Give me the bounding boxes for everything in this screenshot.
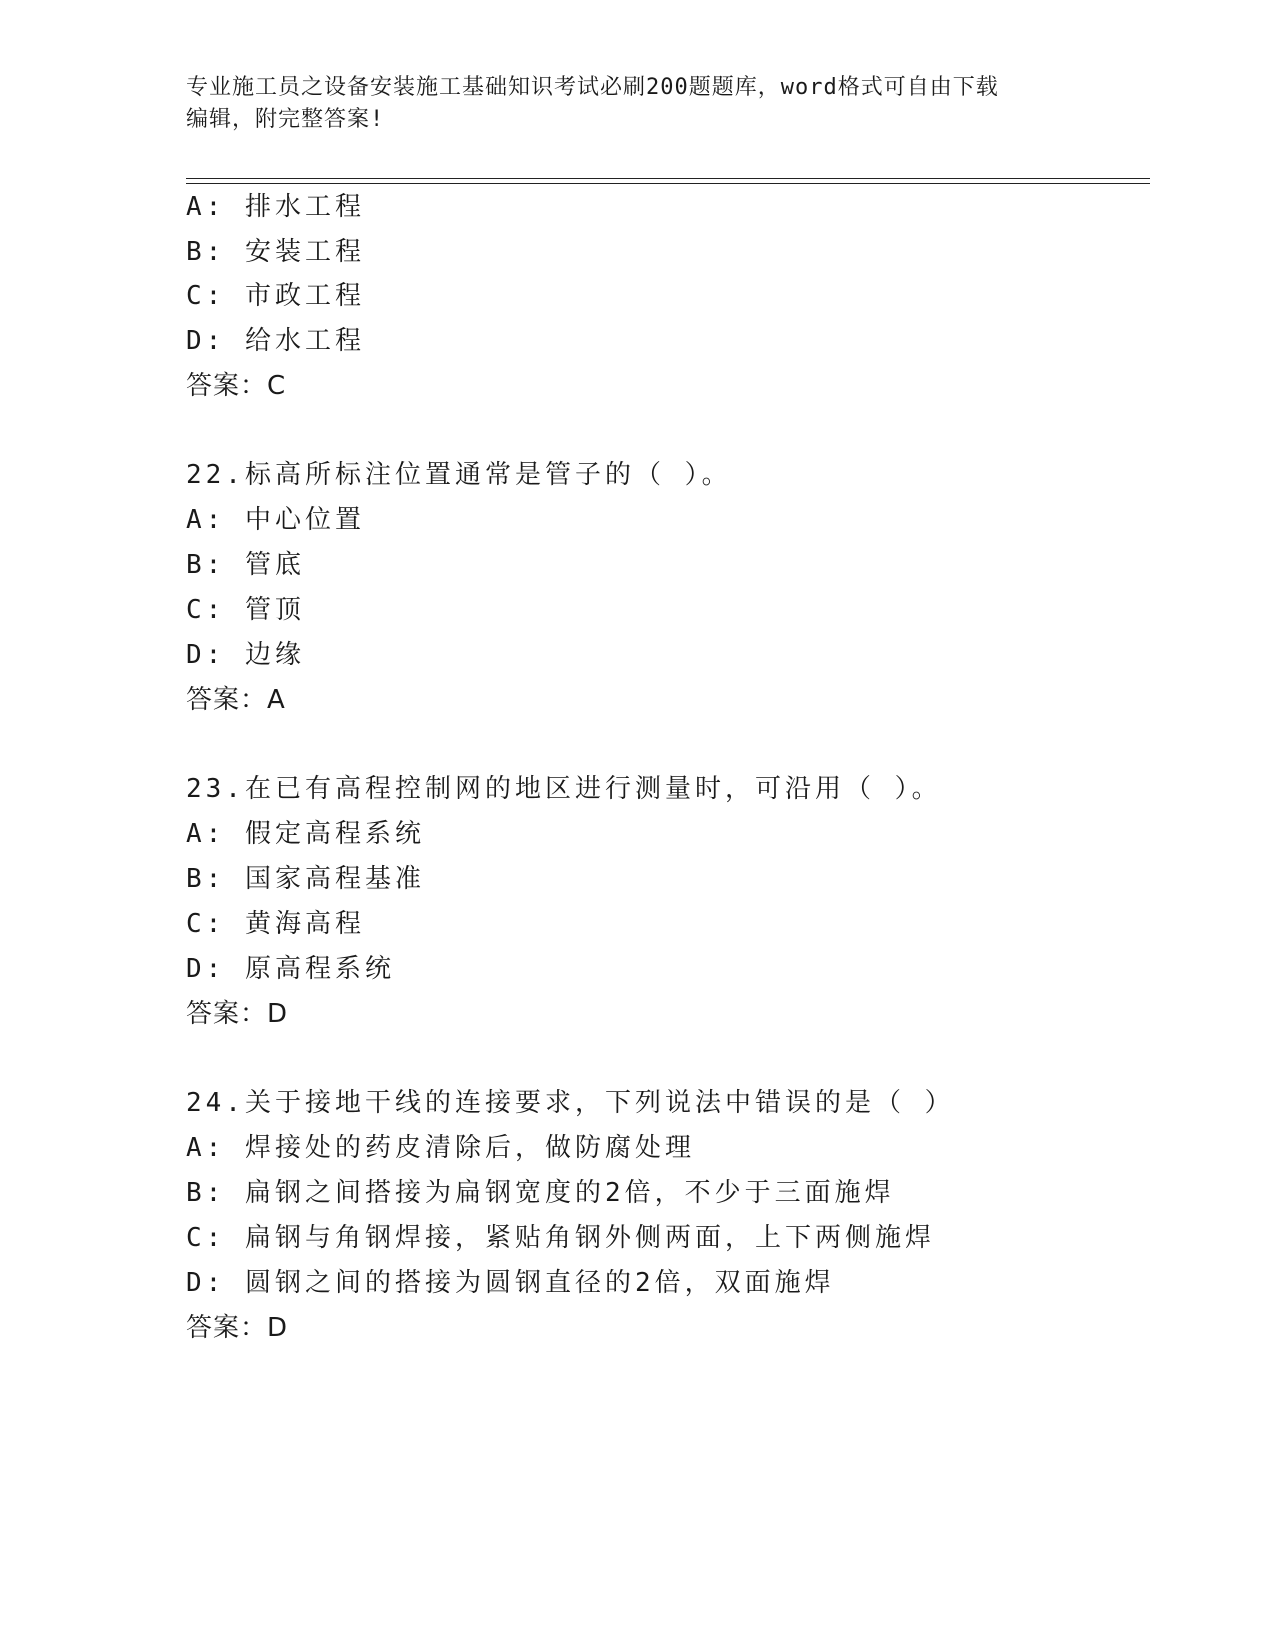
q22-option-d: D: 边缘 (186, 640, 305, 670)
q24-option-b: B: 扁钢之间搭接为扁钢宽度的2倍，不少于三面施焊 (186, 1178, 895, 1208)
q23-option-d: D: 原高程系统 (186, 954, 395, 984)
header-title-line1: 专业施工员之设备安装施工基础知识考试必刷200题题库，word格式可自由下载 (186, 75, 999, 100)
document-header (186, 72, 1086, 136)
q22-option-b: B: 管底 (186, 550, 305, 580)
q24-question: 24.关于接地干线的连接要求，下列说法中错误的是（ ） (186, 1088, 955, 1118)
q22-option-a: A: 中心位置 (186, 505, 365, 535)
q21-option-d: D: 给水工程 (186, 326, 365, 356)
header-title-line2: 编辑，附完整答案! (186, 107, 385, 132)
q23-option-b: B: 国家高程基准 (186, 864, 425, 894)
q24-option-d: D: 圆钢之间的搭接为圆钢直径的2倍，双面施焊 (186, 1268, 835, 1298)
q21-option-c: C: 市政工程 (186, 281, 365, 311)
q24-option-a: A: 焊接处的药皮清除后，做防腐处理 (186, 1133, 695, 1163)
header-divider-top (186, 178, 1150, 179)
q24-option-c: C: 扁钢与角钢焊接，紧贴角钢外侧两面，上下两侧施焊 (186, 1223, 935, 1253)
q21-answer: 答案：C (186, 371, 287, 401)
q23-question: 23.在已有高程控制网的地区进行测量时，可沿用（ ）。 (186, 774, 942, 804)
q21-option-b: B: 安装工程 (186, 237, 365, 267)
q22-option-c: C: 管顶 (186, 595, 305, 625)
q22-question: 22.标高所标注位置通常是管子的（ ）。 (186, 460, 732, 490)
q23-option-c: C: 黄海高程 (186, 909, 365, 939)
q22-answer: 答案：A (186, 685, 286, 715)
q23-option-a: A: 假定高程系统 (186, 819, 425, 849)
q24-answer: 答案：D (186, 1313, 289, 1343)
header-divider-bottom (186, 183, 1150, 184)
q23-answer: 答案：D (186, 999, 289, 1029)
q21-option-a: A: 排水工程 (186, 192, 365, 222)
